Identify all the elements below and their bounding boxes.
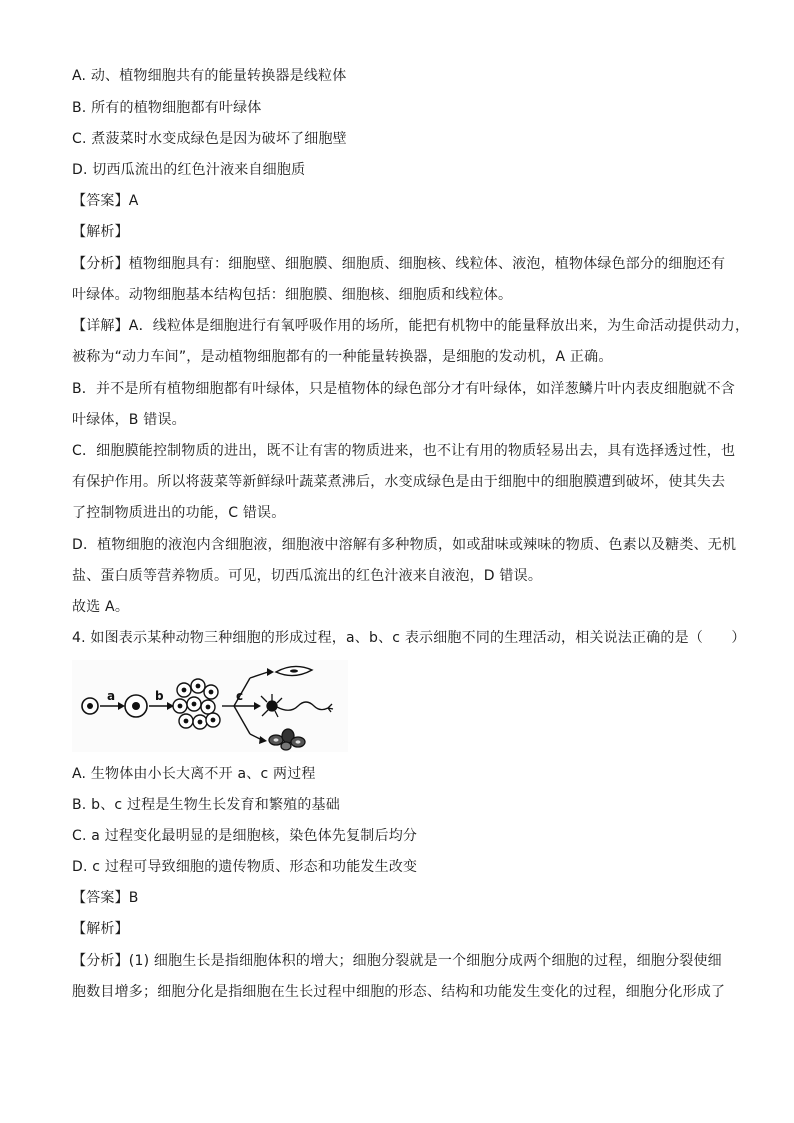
muscle-cell [276,666,312,675]
label-a: a [107,689,116,703]
q3-option-a: A. 动、植物细胞共有的能量转换器是线粒体 [72,68,347,84]
q3-xiangjie-line-3: B．并不是所有植物细胞都有叶绿体，只是植物体的绿色部分才有叶绿体，如洋葱鳞片叶内表皮细胞就不含 [72,381,736,397]
q3-xiangjie-line-4: 叶绿体，B 错误。 [72,412,186,428]
q3-conclusion: 故选 A。 [72,599,130,615]
grown-cell [125,695,147,717]
q3-xiangjie-line-2: 被称为“动力车间”，是动植物细胞都有的一种能量转换器，是细胞的发动机，A 正确。 [72,349,613,365]
q3-option-b: B. 所有的植物细胞都有叶绿体 [72,100,262,116]
q3-xiangjie-line-1: 【详解】A．线粒体是细胞进行有氧呼吸作用的场所，能把有机物中的能量释放出来，为生命活动提供动力， [72,318,750,334]
nerve-cell [261,694,333,717]
q3-answer: 【答案】A [72,193,139,209]
q3-option-d: D. 切西瓜流出的红色汁液来自细胞质 [72,162,306,178]
label-b: b [155,689,164,703]
q4-answer: 【答案】B [72,890,139,906]
q3-xiangjie-line-6: 有保护作用。所以将菠菜等新鲜绿叶蔬菜煮沸后，水变成绿色是由于细胞中的细胞膜遭到破坏，使其失去 [72,474,726,490]
q4-stem: 4. 如图表示某种动物三种细胞的形成过程，a、b、c 表示细胞不同的生理活动，相关说法正确的是（ ） [72,630,746,646]
q3-xiangjie-line-9: 盐、蛋白质等营养物质。可见，切西瓜流出的红色汁液来自液泡，D 错误。 [72,568,543,584]
q3-fenxi-line-1: 【分析】植物细胞具有：细胞壁、细胞膜、细胞质、细胞核、线粒体、液泡，植物体绿色部分的细胞还有 [72,256,726,272]
q3-xiangjie-line-5: C．细胞膜能控制物质的进出，既不让有害的物质进来，也不让有用的物质轻易出去，具有选择透过性，也 [72,443,736,459]
q4-option-c: C. a 过程变化最明显的是细胞核，染色体先复制后均分 [72,828,418,844]
cell-formation-diagram [72,660,348,752]
single-cell [82,698,98,714]
q4-fenxi-line-1: 【分析】(1) 细胞生长是指细胞体积的增大；细胞分裂就是一个细胞分成两个细胞的过程，细胞分裂使细 [72,953,722,969]
q4-analysis-heading: 【解析】 [72,921,129,937]
q4-option-b: B. b、c 过程是生物生长发育和繁殖的基础 [72,797,340,813]
q3-option-c: C. 煮菠菜时水变成绿色是因为破坏了细胞壁 [72,131,347,147]
q3-xiangjie-line-7: 了控制物质进出的功能，C 错误。 [72,505,286,521]
q4-option-d: D. c 过程可导致细胞的遗传物质、形态和功能发生改变 [72,859,418,875]
q4-option-a: A. 生物体由小长大离不开 a、c 两过程 [72,766,316,782]
q4-fenxi-line-2: 胞数目增多；细胞分化是指细胞在生长过程中细胞的形态、结构和功能发生变化的过程，细胞分化形成了 [72,984,726,1000]
blood-cells [269,729,305,750]
q3-xiangjie-line-8: D．植物细胞的液泡内含细胞液，细胞液中溶解有多种物质，如或甜味或辣味的物质、色素以及糖类、无机 [72,537,737,553]
q3-analysis-heading: 【解析】 [72,224,129,240]
q3-fenxi-line-2: 叶绿体。动物细胞基本结构包括：细胞膜、细胞核、细胞质和线粒体。 [72,287,513,303]
label-c: c [236,689,244,703]
